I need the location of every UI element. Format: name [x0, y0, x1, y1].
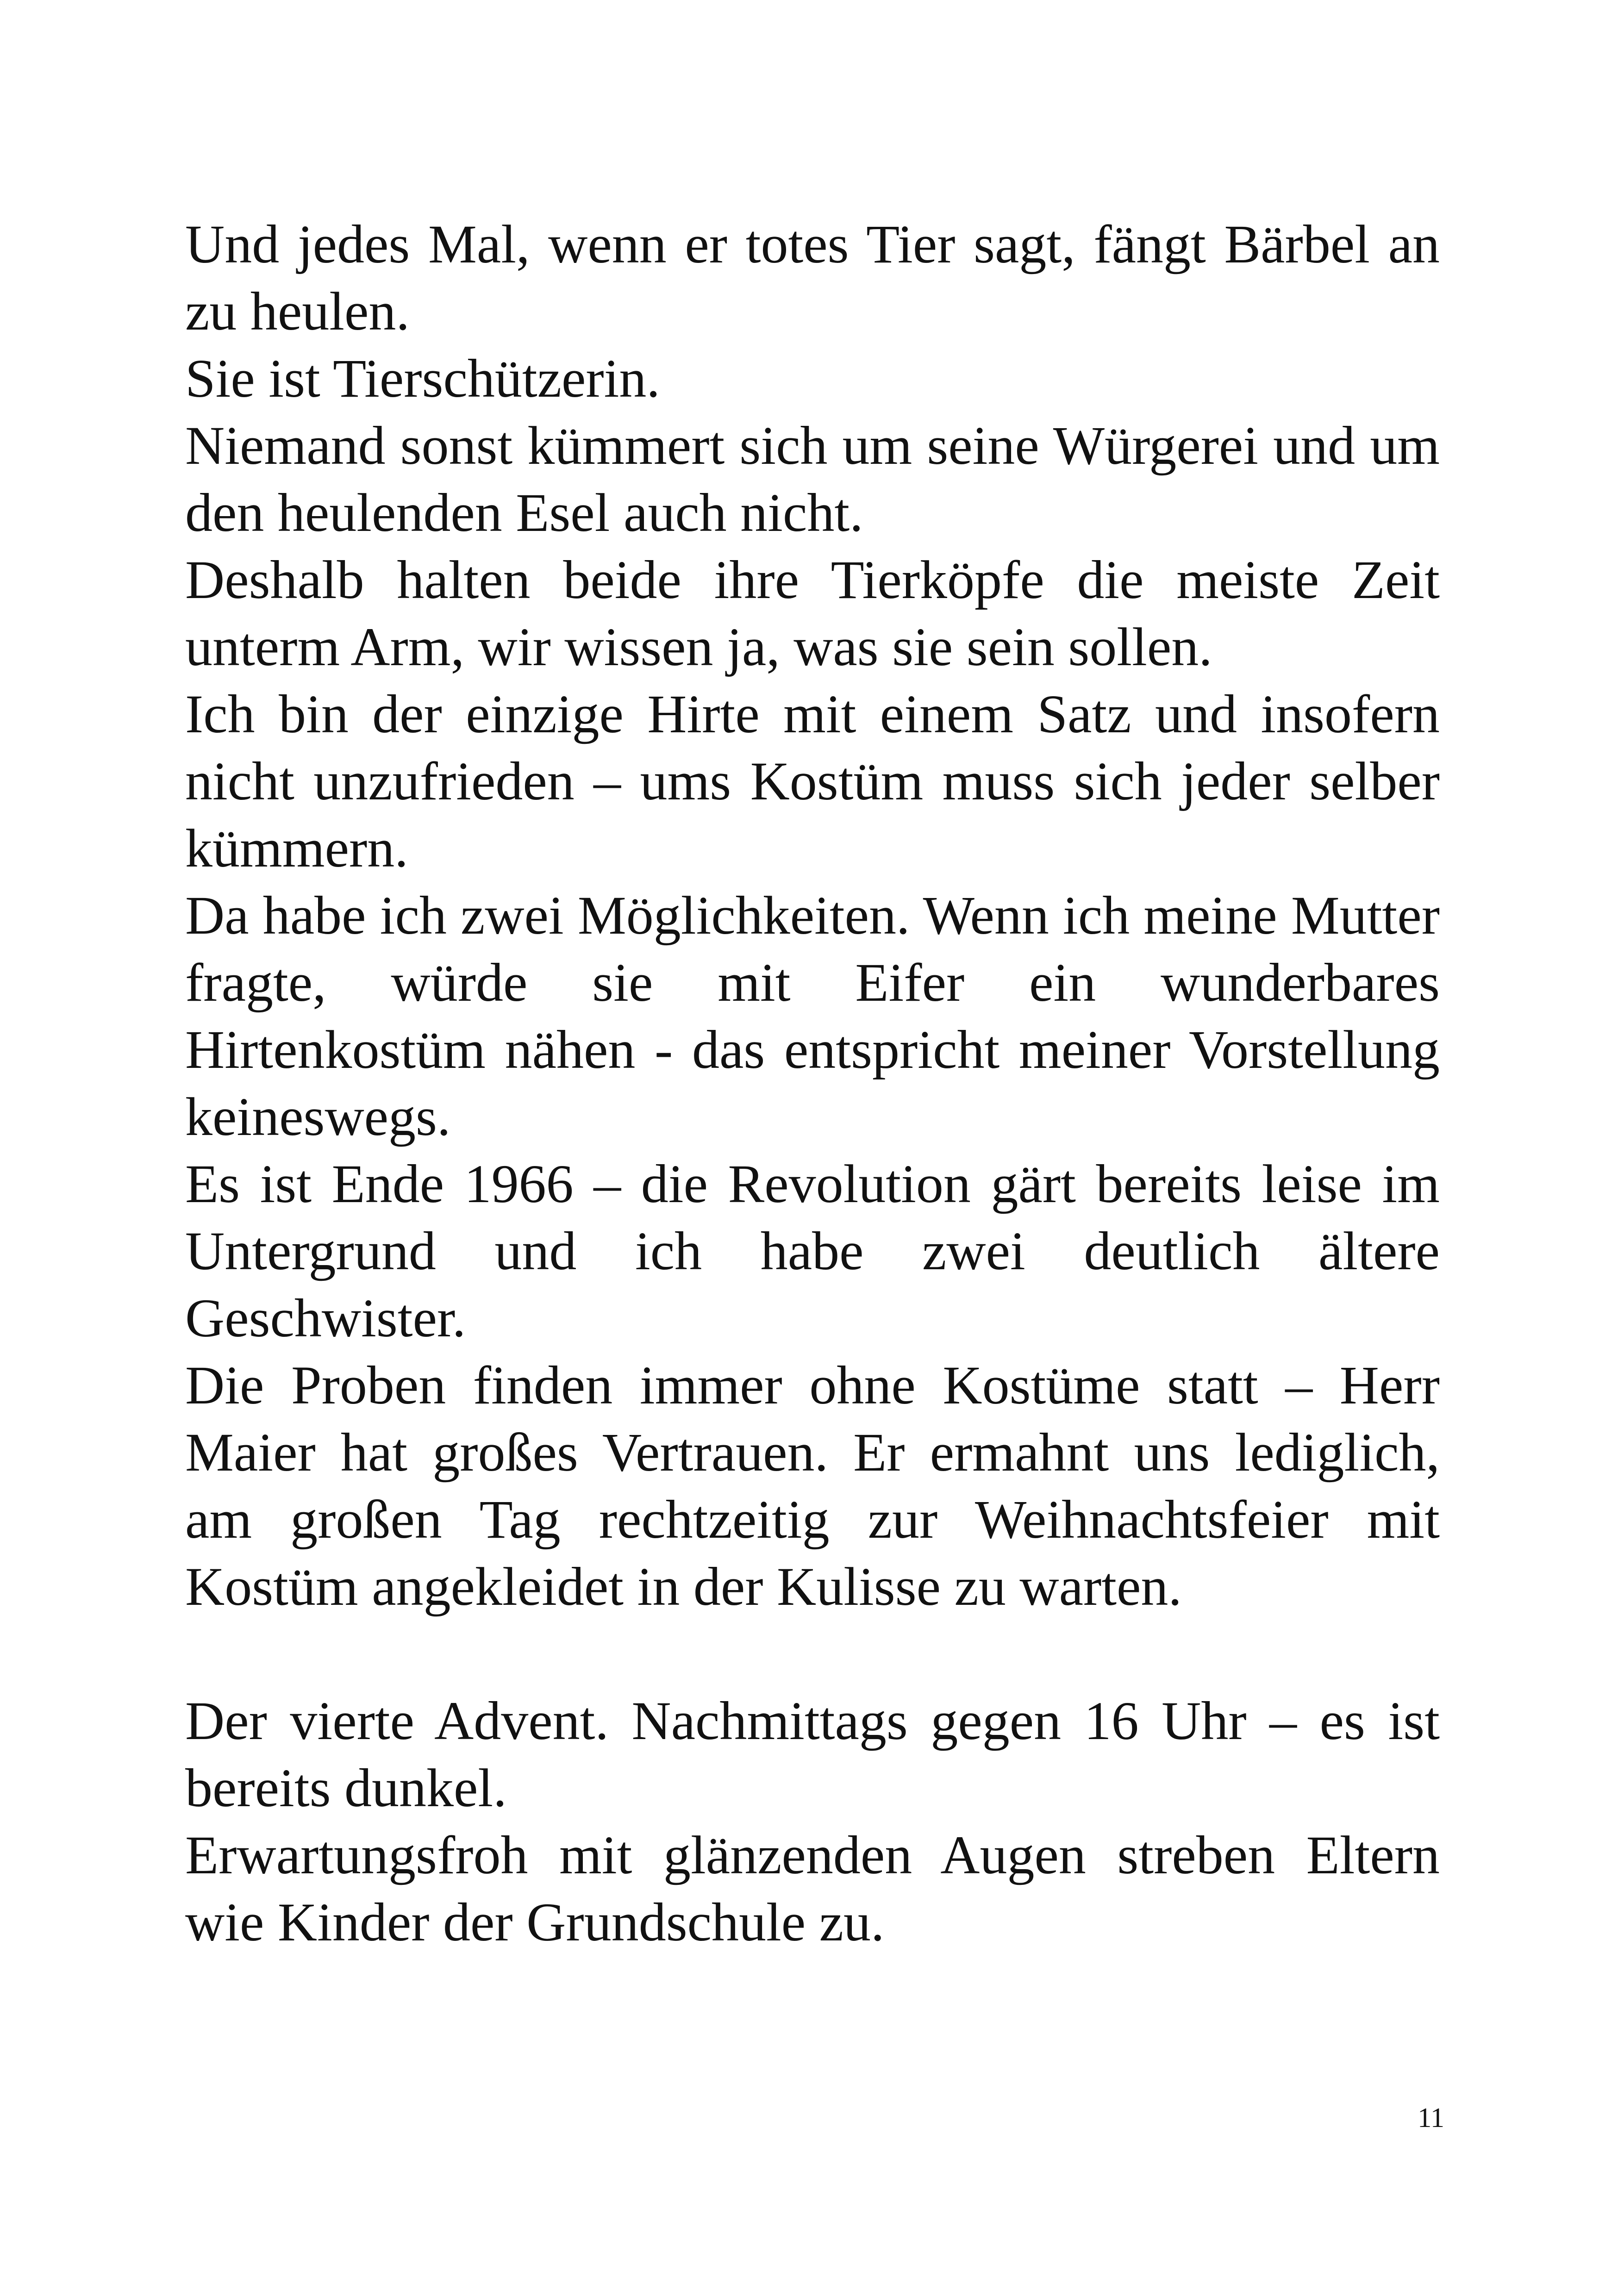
- paragraph: Der vierte Advent. Nachmittags gegen 16 Uhr – es ist bereits dunkel.: [185, 1690, 1440, 1818]
- page-number: 11: [1418, 2102, 1444, 2133]
- paragraph: Sie ist Tierschützerin.: [185, 348, 660, 409]
- paragraph: Erwartungsfroh mit glänzenden Augen streben Eltern wie Kinder der Grundschule zu.: [185, 1825, 1440, 1952]
- paragraph: Und jedes Mal, wenn er totes Tier sagt, fängt Bärbel an zu heulen.: [185, 214, 1440, 342]
- paragraph: Deshalb halten beide ihre Tierköpfe die meiste Zeit unterm Arm, wir wissen ja, was sie sein sollen.: [185, 549, 1440, 677]
- paragraph: Niemand sonst kümmert sich um seine Würgerei und um den heulenden Esel auch nicht.: [185, 415, 1440, 543]
- paragraph: Da habe ich zwei Möglichkeiten. Wenn ich meine Mutter fragte, würde sie mit Eifer ein wunderbares Hirtenkostüm nähen - das entspricht meiner Vorstellung keineswegs.: [185, 885, 1440, 1147]
- paragraph: Es ist Ende 1966 – die Revolution gärt bereits leise im Untergrund und ich habe zwei deutlich ältere Geschwister.: [185, 1154, 1440, 1348]
- section-break: [185, 1620, 1440, 1687]
- paragraph: Ich bin der einzige Hirte mit einem Satz und insofern nicht unzufrieden – ums Kostüm muss sich jeder selber kümmern.: [185, 684, 1440, 879]
- body-text: [185, 211, 1440, 1956]
- paragraph: Die Proben finden immer ohne Kostüme statt – Herr Maier hat großes Vertrauen. Er ermahnt uns lediglich, am großen Tag rechtzeitig zur Weihnachtsfeier mit Kostüm angekleidet in der Kulisse zu warten.: [185, 1355, 1440, 1617]
